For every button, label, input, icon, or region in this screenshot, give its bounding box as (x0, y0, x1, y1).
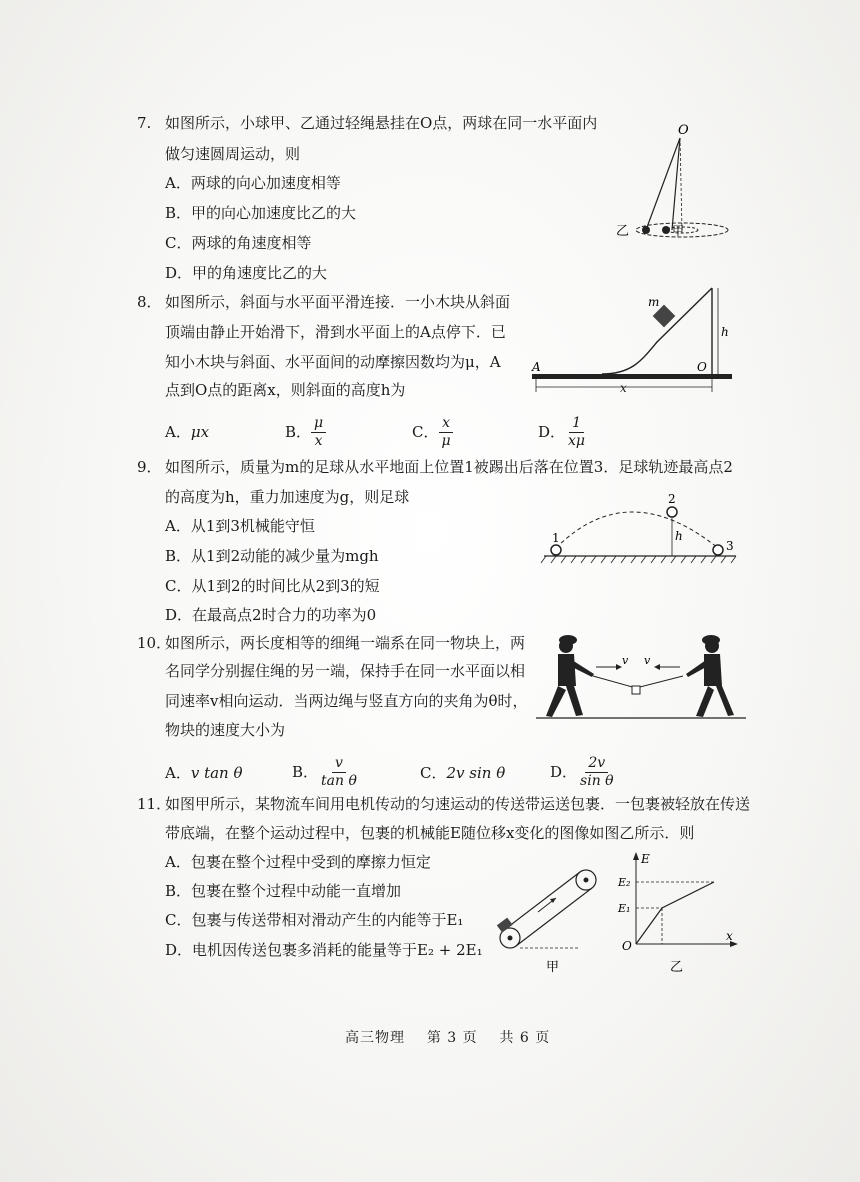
q10-option-a-expr: v tan θ (190, 764, 243, 782)
q10-option-b-num: v (332, 755, 346, 773)
q9-fig-2: 2 (668, 492, 676, 506)
q10-option-b-letter: B． (292, 763, 319, 781)
q10-option-d (550, 750, 617, 794)
q8-option-d-num: 1 (569, 415, 584, 433)
ball-yi (642, 226, 650, 234)
q8-option-b-letter: B． (285, 423, 312, 441)
q11-fig-x-axis: x (726, 929, 733, 943)
q9-option-c: C．从1到2的时间比从2到3的短 (165, 577, 380, 595)
q8-option-c-num: x (439, 415, 453, 433)
q8-number: 8． (137, 293, 162, 311)
q9-fig-1: 1 (552, 531, 560, 545)
q7-stem-line2: 做匀速圆周运动，则 (165, 145, 301, 163)
q10-option-a-letter: A． (165, 764, 191, 782)
q10-fig-v-right: v (644, 654, 651, 667)
page-footer (345, 1028, 550, 1048)
q9-option-b: B．从1到2动能的减少量为mgh (165, 547, 379, 565)
q10-stem-line1: 如图所示，两长度相等的细绳一端系在同一物块上，两 (165, 634, 526, 652)
footer-subject: 高三物理 (345, 1030, 405, 1046)
q8-option-c-den: μ (441, 432, 451, 449)
q9-ball-2 (667, 507, 677, 517)
q11-number: 11． (137, 795, 172, 813)
q8-option-b (285, 410, 326, 454)
q11-fig-e1: E₁ (618, 902, 631, 915)
q8-option-c (412, 410, 454, 454)
q8-stem-line3: 知小木块与斜面、水平面间的动摩擦因数均为μ，A (165, 353, 501, 371)
q9-option-d: D．在最高点2时合力的功率为0 (165, 606, 377, 624)
q7-stem-line1: 如图所示，小球甲、乙通过轻绳悬挂在O点，两球在同一水平面内 (165, 114, 598, 132)
q8-stem-line1: 如图所示，斜面与水平面平滑连接．一小木块从斜面 (165, 293, 511, 311)
q8-fig-a: A (532, 360, 541, 374)
q8-option-d-den: xμ (568, 432, 586, 449)
q10-option-c-letter: C． (420, 764, 447, 782)
q9-ball-1 (551, 545, 561, 555)
q10-stem-line2: 名同学分别握住绳的另一端，保持手在同一水平面以相 (165, 662, 526, 680)
q8-option-a-expr: μx (190, 423, 210, 441)
q8-fig-x: x (620, 381, 627, 395)
q10-stem-line3: 同速率v相向运动．当两边绳与竖直方向的夹角为θ时， (165, 692, 528, 710)
q10-option-a (165, 763, 243, 783)
q8-fig-h: h (721, 325, 729, 339)
q10-option-c-expr: 2v sin θ (446, 764, 506, 782)
q8-stem-line4: 点到O点的距离x，则斜面的高度h为 (165, 381, 406, 399)
q8-option-b-num: μ (311, 415, 326, 433)
right-student (686, 635, 734, 717)
q7-option-c: C．两球的角速度相等 (165, 234, 312, 252)
q10-option-d-num: 2v (585, 755, 608, 773)
q8-option-d (538, 410, 588, 454)
q10-option-c (420, 763, 505, 783)
q11-figure-jia (490, 858, 610, 978)
q9-option-a: A．从1到3机械能守恒 (165, 517, 315, 535)
q9-ball-3 (713, 545, 723, 555)
q7-option-a: A．两球的向心加速度相等 (165, 174, 341, 192)
q8-option-b-den: x (314, 432, 323, 449)
footer-total: 共 6 页 (499, 1030, 551, 1046)
q11-fig-origin: O (622, 939, 632, 953)
q8-option-a (165, 422, 209, 442)
q9-fig-3: 3 (726, 539, 734, 553)
q10-option-d-den: sin θ (580, 772, 614, 789)
footer-page: 第 3 页 (426, 1030, 478, 1046)
q7-fig-yi-label: 乙 (616, 224, 630, 239)
q10-block (632, 686, 640, 694)
q11-fig-jia-caption: 甲 (546, 960, 560, 975)
q7-number: 7. (137, 114, 152, 132)
q8-fig-o: O (697, 360, 707, 374)
q10-option-d-letter: D． (550, 763, 578, 781)
q11-option-c: C．包裹与传送带相对滑动产生的内能等于E₁ (165, 911, 464, 929)
q7-fig-o-label: O (678, 123, 689, 138)
q9-stem-line2: 的高度为h，重力加速度为g，则足球 (165, 488, 410, 506)
q8-figure (522, 280, 737, 395)
q11-stem-line1: 如图甲所示，某物流车间用电机传动的匀速运动的传送带运送包裹．一包裹被轻放在传送 (165, 795, 751, 813)
q9-fig-h: h (675, 529, 683, 543)
q7-option-d: D．甲的角速度比乙的大 (165, 264, 328, 282)
q8-stem-line2: 顶端由静止开始滑下，滑到水平面上的A点停下．已 (165, 323, 506, 341)
q11-option-d: D．电机因传送包裹多消耗的能量等于E₂ + 2E₁ (165, 941, 483, 959)
q10-option-b-den: tan θ (321, 772, 357, 789)
q10-option-b (292, 750, 360, 794)
q11-fig-e2: E₂ (618, 876, 631, 889)
q10-stem-line4: 物块的速度大小为 (165, 721, 286, 739)
q11-option-a: A．包裹在整个过程中受到的摩擦力恒定 (165, 853, 431, 871)
q8-option-a-letter: A． (165, 423, 191, 441)
q8-option-d-letter: D． (538, 423, 566, 441)
q10-fig-v-left: v (622, 654, 629, 667)
q7-option-b: B．甲的向心加速度比乙的大 (165, 204, 357, 222)
q10-number: 10． (137, 634, 172, 652)
ball-jia (662, 226, 670, 234)
q7-figure (610, 120, 740, 245)
q11-fig-e-axis: E (641, 852, 650, 866)
q9-number: 9． (137, 458, 162, 476)
q11-option-b: B．包裹在整个过程中动能一直增加 (165, 882, 402, 900)
q11-stem-line2: 带底端，在整个运动过程中，包裹的机械能E随位移x变化的图像如图乙所示．则 (165, 824, 695, 842)
q11-package (497, 918, 513, 933)
q9-figure (536, 490, 746, 570)
left-student (546, 635, 594, 717)
q8-fig-m: m (648, 295, 660, 309)
q8-option-c-letter: C． (412, 423, 439, 441)
q10-figure (536, 630, 746, 722)
q11-fig-yi-caption: 乙 (670, 960, 684, 975)
q7-fig-jia-label: 甲 (672, 224, 685, 238)
q9-stem-line1: 如图所示，质量为m的足球从水平地面上位置1被踢出后落在位置3．足球轨迹最高点2 (165, 458, 733, 476)
q11-figure-yi (614, 848, 744, 978)
